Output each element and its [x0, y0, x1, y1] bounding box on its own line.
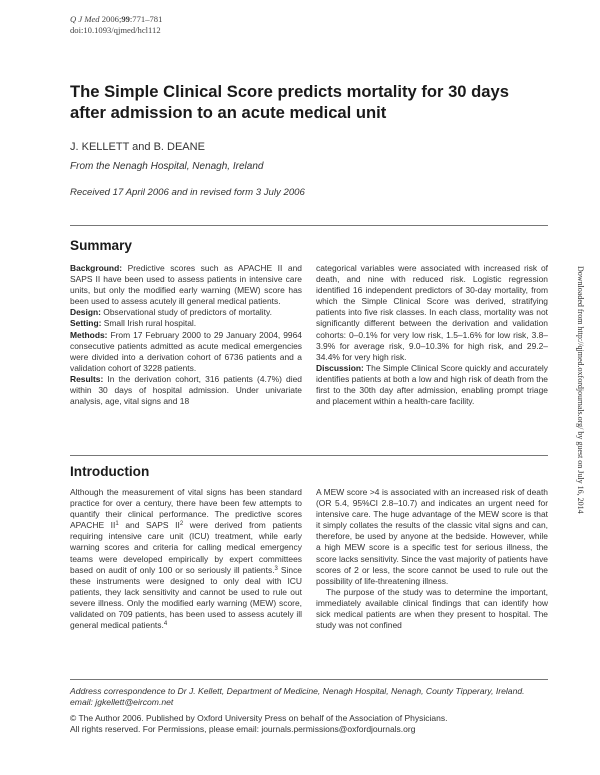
- affiliation: From the Nenagh Hospital, Nenagh, Ireland: [70, 161, 264, 172]
- design-text: Observational study of predictors of mortality.: [100, 307, 272, 318]
- journal-year: 2006;: [101, 14, 122, 24]
- divider: [70, 455, 548, 456]
- results-text-a: In the derivation cohort, 316 patients (4.7%) died within 30 days of hospital admission. Under univariate analysis, age, vital signs and 18: [70, 373, 302, 407]
- background-label: Background:: [70, 263, 123, 273]
- ref-1: 1: [115, 521, 119, 528]
- intro-text-1: Although the measurement of vital signs has been standard practice for over a century, there have been few attempts to quantify their clinical performance. The predictive scores APACHE II: [70, 487, 302, 531]
- results-label: Results:: [70, 373, 104, 384]
- summary-left-column: [70, 263, 302, 407]
- intro-right-paragraph-1: A MEW score >4 is associated with an increased risk of death (OR 5.4, 95%CI 2.8–10.7) and indicates an urgent need for intensive care. The huge advantage of the MEW score is that it simply collates the results of the classic vital signs and can, therefore, be used by anyone at the bedside. However, while a high MEW score is a specific test for serious illness, the score lacks sensitivity. Since the vast majority of patients have scores of 2 or less, the score cannot be used to rule out the possibility of life-threatening illness.: [316, 487, 548, 586]
- setting-text: Small Irish rural hospital.: [101, 318, 197, 329]
- discussion-text: The Simple Clinical Score quickly and accurately identifies patients at both a low and high risk of death from the first to the 30th day after admission, enabling prompt triage and placement within a health-care facility.: [316, 362, 548, 407]
- ref-4: 4: [163, 621, 168, 628]
- intro-right-paragraph-2: The purpose of the study was to determine the important, immediately available clinical findings that can identify how sick medical patients are when they present to hospital. The study was not confined: [316, 586, 548, 631]
- footer-divider: [70, 679, 548, 680]
- setting-label: Setting:: [70, 318, 102, 329]
- article-title: The Simple Clinical Score predicts mortality for 30 days after admission to an acute medical unit: [70, 82, 509, 122]
- correspondence-note: Address correspondence to Dr J. Kellett, Department of Medicine, Nenagh Hospital, Nenagh, County Tipperary, Ireland. email: jgkellett@eircom.net: [70, 686, 525, 707]
- ref-2: 2: [179, 521, 184, 528]
- background-text: Predictive scores such as APACHE II and SAPS II have been used to assess patients in intensive care units, but only the modified early warning (MEW) score has been used to assess acutely ill general medical patients.: [70, 263, 302, 307]
- design-label: Design:: [70, 307, 101, 318]
- authors: J. KELLETT and B. DEANE: [70, 141, 205, 153]
- received-dates: Received 17 April 2006 and in revised form 3 July 2006: [70, 187, 305, 198]
- journal-name: Q J Med: [70, 14, 100, 24]
- intro-text-4: Since these instruments were designed to only deal with ICU patients, they lack sensitivity and cannot be used to rule out severe illness. Only the modified early warning (MEW) score, validated on 709 patients, has been used to assess acutely ill general medical patients.: [70, 564, 303, 631]
- introduction-left-column: [70, 487, 302, 631]
- journal-citation: [70, 14, 162, 36]
- summary-heading: Summary: [70, 238, 132, 253]
- divider: [70, 225, 548, 226]
- journal-volume: 99: [121, 14, 130, 24]
- journal-pages: :771–781: [129, 14, 163, 24]
- summary-right-column: [316, 263, 548, 407]
- copyright-line-2: All rights reserved. For Permissions, please email: journals.permissions@oxfordjournals.org: [70, 724, 416, 734]
- discussion-label: Discussion:: [316, 362, 364, 373]
- methods-text: From 17 February 2000 to 29 January 2004, 9964 consecutive patients admitted as acute medical emergencies were divided into a derivation cohort of 6736 patients and a validation cohort of 3228 patients.: [70, 329, 302, 373]
- introduction-right-column: [316, 487, 548, 631]
- copyright-notice: [70, 713, 548, 735]
- results-text-b: categorical variables were associated with increased risk of death, and nine with reduced risk. Logistic regression identified 16 independent predictors of 30-day mortality, from which the Simple Clinical Score was derived, stratifying patients into five risk classes. In each class, mortality was not significantly different between the derivation and validation cohorts: 0–0.1% for very low risk, 1.5–1.6% for low risk, 3.8–3.9% for average risk, 9.0–10.3% for high risk, and 29.2–34.4% for very high risk.: [316, 263, 548, 362]
- methods-label: Methods:: [70, 329, 108, 340]
- introduction-heading: Introduction: [70, 464, 150, 479]
- copyright-line-1: © The Author 2006. Published by Oxford University Press on behalf of the Association of Physicians.: [70, 713, 448, 723]
- ref-3: 3: [274, 565, 278, 572]
- download-side-note: Downloaded from http://qjmed.oxfordjournals.org/ by guest on July 16, 2014: [576, 266, 585, 514]
- intro-text-2: and SAPS II: [118, 520, 180, 531]
- doi: doi:10.1093/qjmed/hcl112: [70, 25, 161, 35]
- intro-text-3: were derived from patients requiring intensive care unit (ICU) treatment, while early warning scores and criteria for calling medical emergency teams were developed empirically by expert committees based on audit of only 100 or so seriously ill patients.: [70, 520, 302, 575]
